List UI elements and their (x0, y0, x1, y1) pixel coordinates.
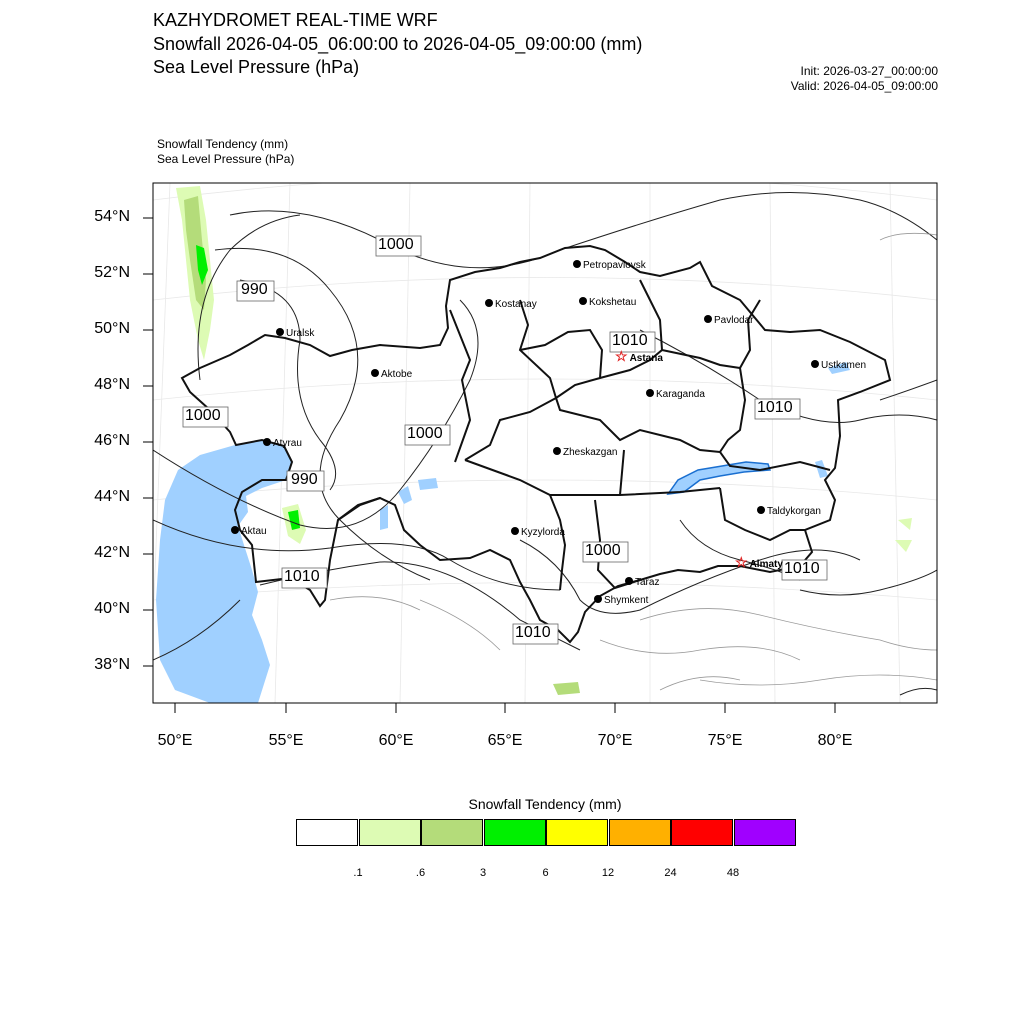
city-label: Pavlodar (714, 315, 754, 326)
colorbar-tick-label: 24 (664, 867, 677, 879)
colorbar-swatch (609, 819, 671, 846)
chart-subtitle-pressure: Sea Level Pressure (hPa) (153, 57, 360, 77)
chart-subtitle-snowfall: Snowfall 2026-04-05_06:00:00 to 2026-04-05_09:00:00 (mm) (153, 34, 643, 54)
lake-balkhash (668, 462, 770, 494)
city-marker (263, 433, 302, 451)
city-marker (757, 501, 821, 519)
contour-label: 1010 (612, 332, 648, 349)
city-dot-icon (511, 527, 519, 535)
city-label: Taldykorgan (767, 506, 821, 517)
contour-label: 1000 (407, 425, 443, 442)
city-dot-icon (811, 360, 819, 368)
city-marker (573, 255, 646, 273)
contour-label: 990 (291, 471, 318, 488)
lon-label: 70°E (597, 732, 633, 749)
city-label: Petropavlovsk (583, 260, 646, 271)
city-marker (594, 590, 648, 608)
field-label-pressure: Sea Level Pressure (hPa) (157, 152, 295, 166)
lat-label: 42°N (94, 544, 130, 561)
contour-label: 990 (241, 281, 268, 298)
city-marker (704, 310, 753, 328)
city-label: Uralsk (286, 328, 315, 339)
city-marker (579, 292, 636, 310)
city-marker (615, 348, 663, 366)
city-dot-icon (231, 526, 239, 534)
contour-label: 1000 (185, 407, 221, 424)
lat-label: 48°N (94, 376, 130, 393)
lon-label: 65°E (487, 732, 523, 749)
lat-label: 46°N (94, 432, 130, 449)
contour-label: 1000 (585, 542, 621, 559)
city-label: Kyzylorda (521, 527, 565, 538)
lon-label: 55°E (268, 732, 304, 749)
city-dot-icon (276, 328, 284, 336)
city-marker (646, 384, 705, 402)
init-time: Init: 2026-03-27_00:00:00 (800, 64, 938, 78)
field-label-snowfall: Snowfall Tendency (mm) (157, 137, 289, 151)
colorbar-swatch (484, 819, 546, 846)
colorbar-tick-label: 12 (601, 867, 615, 879)
colorbar-swatch (421, 819, 483, 846)
lon-ticks (175, 703, 835, 713)
city-label: Karaganda (656, 389, 705, 400)
city-dot-icon (594, 595, 602, 603)
city-marker (625, 572, 659, 590)
lon-label: 60°E (378, 732, 414, 749)
contour-label: 1010 (284, 568, 320, 585)
contour-label: 1010 (515, 624, 551, 641)
city-dot-icon (625, 577, 633, 585)
city-label: Kokshetau (589, 297, 637, 308)
city-label: Atyrau (273, 438, 302, 449)
city-label: Almaty (749, 559, 783, 570)
city-marker (276, 323, 314, 341)
city-dot-icon (704, 315, 712, 323)
valid-time: Valid: 2026-04-05_09:00:00 (790, 79, 938, 93)
city-marker (371, 364, 412, 382)
contour-label: 1010 (757, 399, 793, 416)
colorbar-tick-label: 6 (542, 867, 549, 879)
colorbar-swatch (296, 819, 358, 846)
colorbar-tick-label: 48 (726, 867, 740, 879)
city-dot-icon (573, 260, 581, 268)
city-label: Aktau (241, 526, 267, 537)
city-dot-icon (757, 506, 765, 514)
contour-label: 1000 (378, 236, 414, 253)
chart-title: KAZHYDROMET REAL-TIME WRF (153, 10, 438, 30)
colorbar-title: Snowfall Tendency (mm) (468, 796, 622, 812)
city-marker (511, 522, 565, 540)
city-marker (231, 521, 267, 539)
lon-label: 75°E (707, 732, 743, 749)
capital-star-icon: ☆ (615, 348, 628, 364)
aral-sea-east (418, 478, 438, 490)
lat-label: 44°N (94, 488, 130, 505)
colorbar-swatch (671, 819, 733, 846)
lat-label: 52°N (94, 264, 130, 281)
city-label: Taraz (635, 577, 660, 588)
colorbar-tick-label: .1 (353, 867, 363, 879)
city-dot-icon (485, 299, 493, 307)
colorbar-swatch (359, 819, 421, 846)
colorbar-swatch (546, 819, 608, 846)
city-dot-icon (553, 447, 561, 455)
lat-ticks (143, 218, 153, 666)
city-marker (735, 554, 783, 572)
capital-star-icon: ☆ (735, 554, 748, 570)
city-marker (811, 355, 866, 373)
city-label: Aktobe (381, 369, 413, 380)
colorbar-tick-label: .6 (415, 867, 426, 879)
city-marker (553, 442, 617, 460)
lat-label: 50°N (94, 320, 130, 337)
colorbar-tick-label: 3 (479, 867, 487, 879)
lat-label: 54°N (94, 208, 130, 225)
aral-sea (398, 486, 412, 504)
lon-label: 50°E (157, 732, 193, 749)
lon-label: 80°E (817, 732, 853, 749)
colorbar-swatch (734, 819, 796, 846)
city-label: Ustkamen (821, 360, 867, 371)
city-dot-icon (579, 297, 587, 305)
city-label: Zheskazgan (563, 447, 618, 458)
city-dot-icon (263, 438, 271, 446)
city-label: Astana (629, 353, 663, 364)
city-dot-icon (646, 389, 654, 397)
lat-label: 40°N (94, 600, 130, 617)
city-label: Shymkent (604, 595, 649, 606)
city-marker (485, 294, 537, 312)
lat-label: 38°N (94, 656, 130, 673)
contour-label: 1010 (784, 560, 820, 577)
city-dot-icon (371, 369, 379, 377)
city-label: Kostanay (495, 299, 537, 310)
